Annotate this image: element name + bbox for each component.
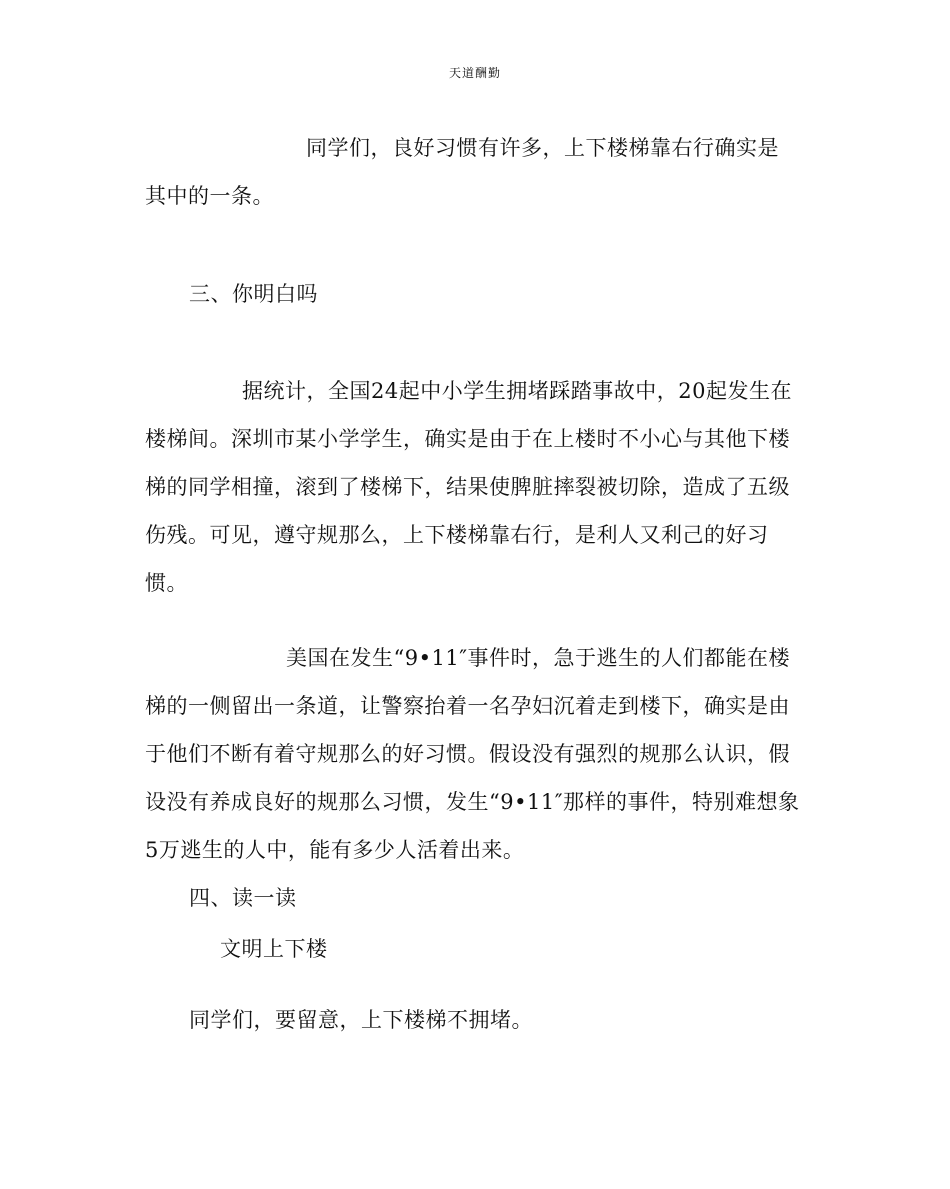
paragraph-line: 美国在发生“9•11″事件时，急于逃生的人们都能在楼 — [286, 646, 791, 670]
paragraph-line: 其中的一条。 — [145, 184, 274, 208]
poem-title: 文明上下楼 — [220, 937, 328, 961]
paragraph-line: 梯的一侧留出一条道，让警察抬着一名孕妇沉着走到楼下，确实是由 — [145, 694, 790, 718]
page-header: 天道酬勤 — [448, 66, 501, 80]
paragraph-line: 设没有养成良好的规那么习惯，发生“9•11″那样的事件，特别难想象 — [145, 790, 800, 814]
poem-line: 同学们，要留意，上下楼梯不拥堵。 — [189, 1008, 533, 1032]
paragraph-line: 5万逃生的人中，能有多少人活着出来。 — [145, 838, 525, 862]
paragraph-line: 梯的同学相撞，滚到了楼梯下，结果使脾脏摔裂被切除，造成了五级 — [145, 475, 790, 499]
paragraph-line: 据统计，全国24起中小学生拥堵踩踏事故中，20起发生在 — [242, 379, 792, 403]
paragraph-line: 惯。 — [145, 571, 188, 595]
paragraph-line: 同学们，良好习惯有许多，上下楼梯靠右行确实是 — [306, 136, 779, 160]
paragraph-line: 于他们不断有着守规那么的好习惯。假设没有强烈的规那么认识，假 — [145, 742, 790, 766]
paragraph-line: 楼梯间。深圳市某小学学生，确实是由于在上楼时不小心与其他下楼 — [145, 427, 790, 451]
paragraph-line: 伤残。可见，遵守规那么，上下楼梯靠右行，是利人又利己的好习 — [145, 523, 769, 547]
section-heading: 三、你明白吗 — [189, 282, 318, 306]
section-heading: 四、读一读 — [189, 886, 297, 910]
